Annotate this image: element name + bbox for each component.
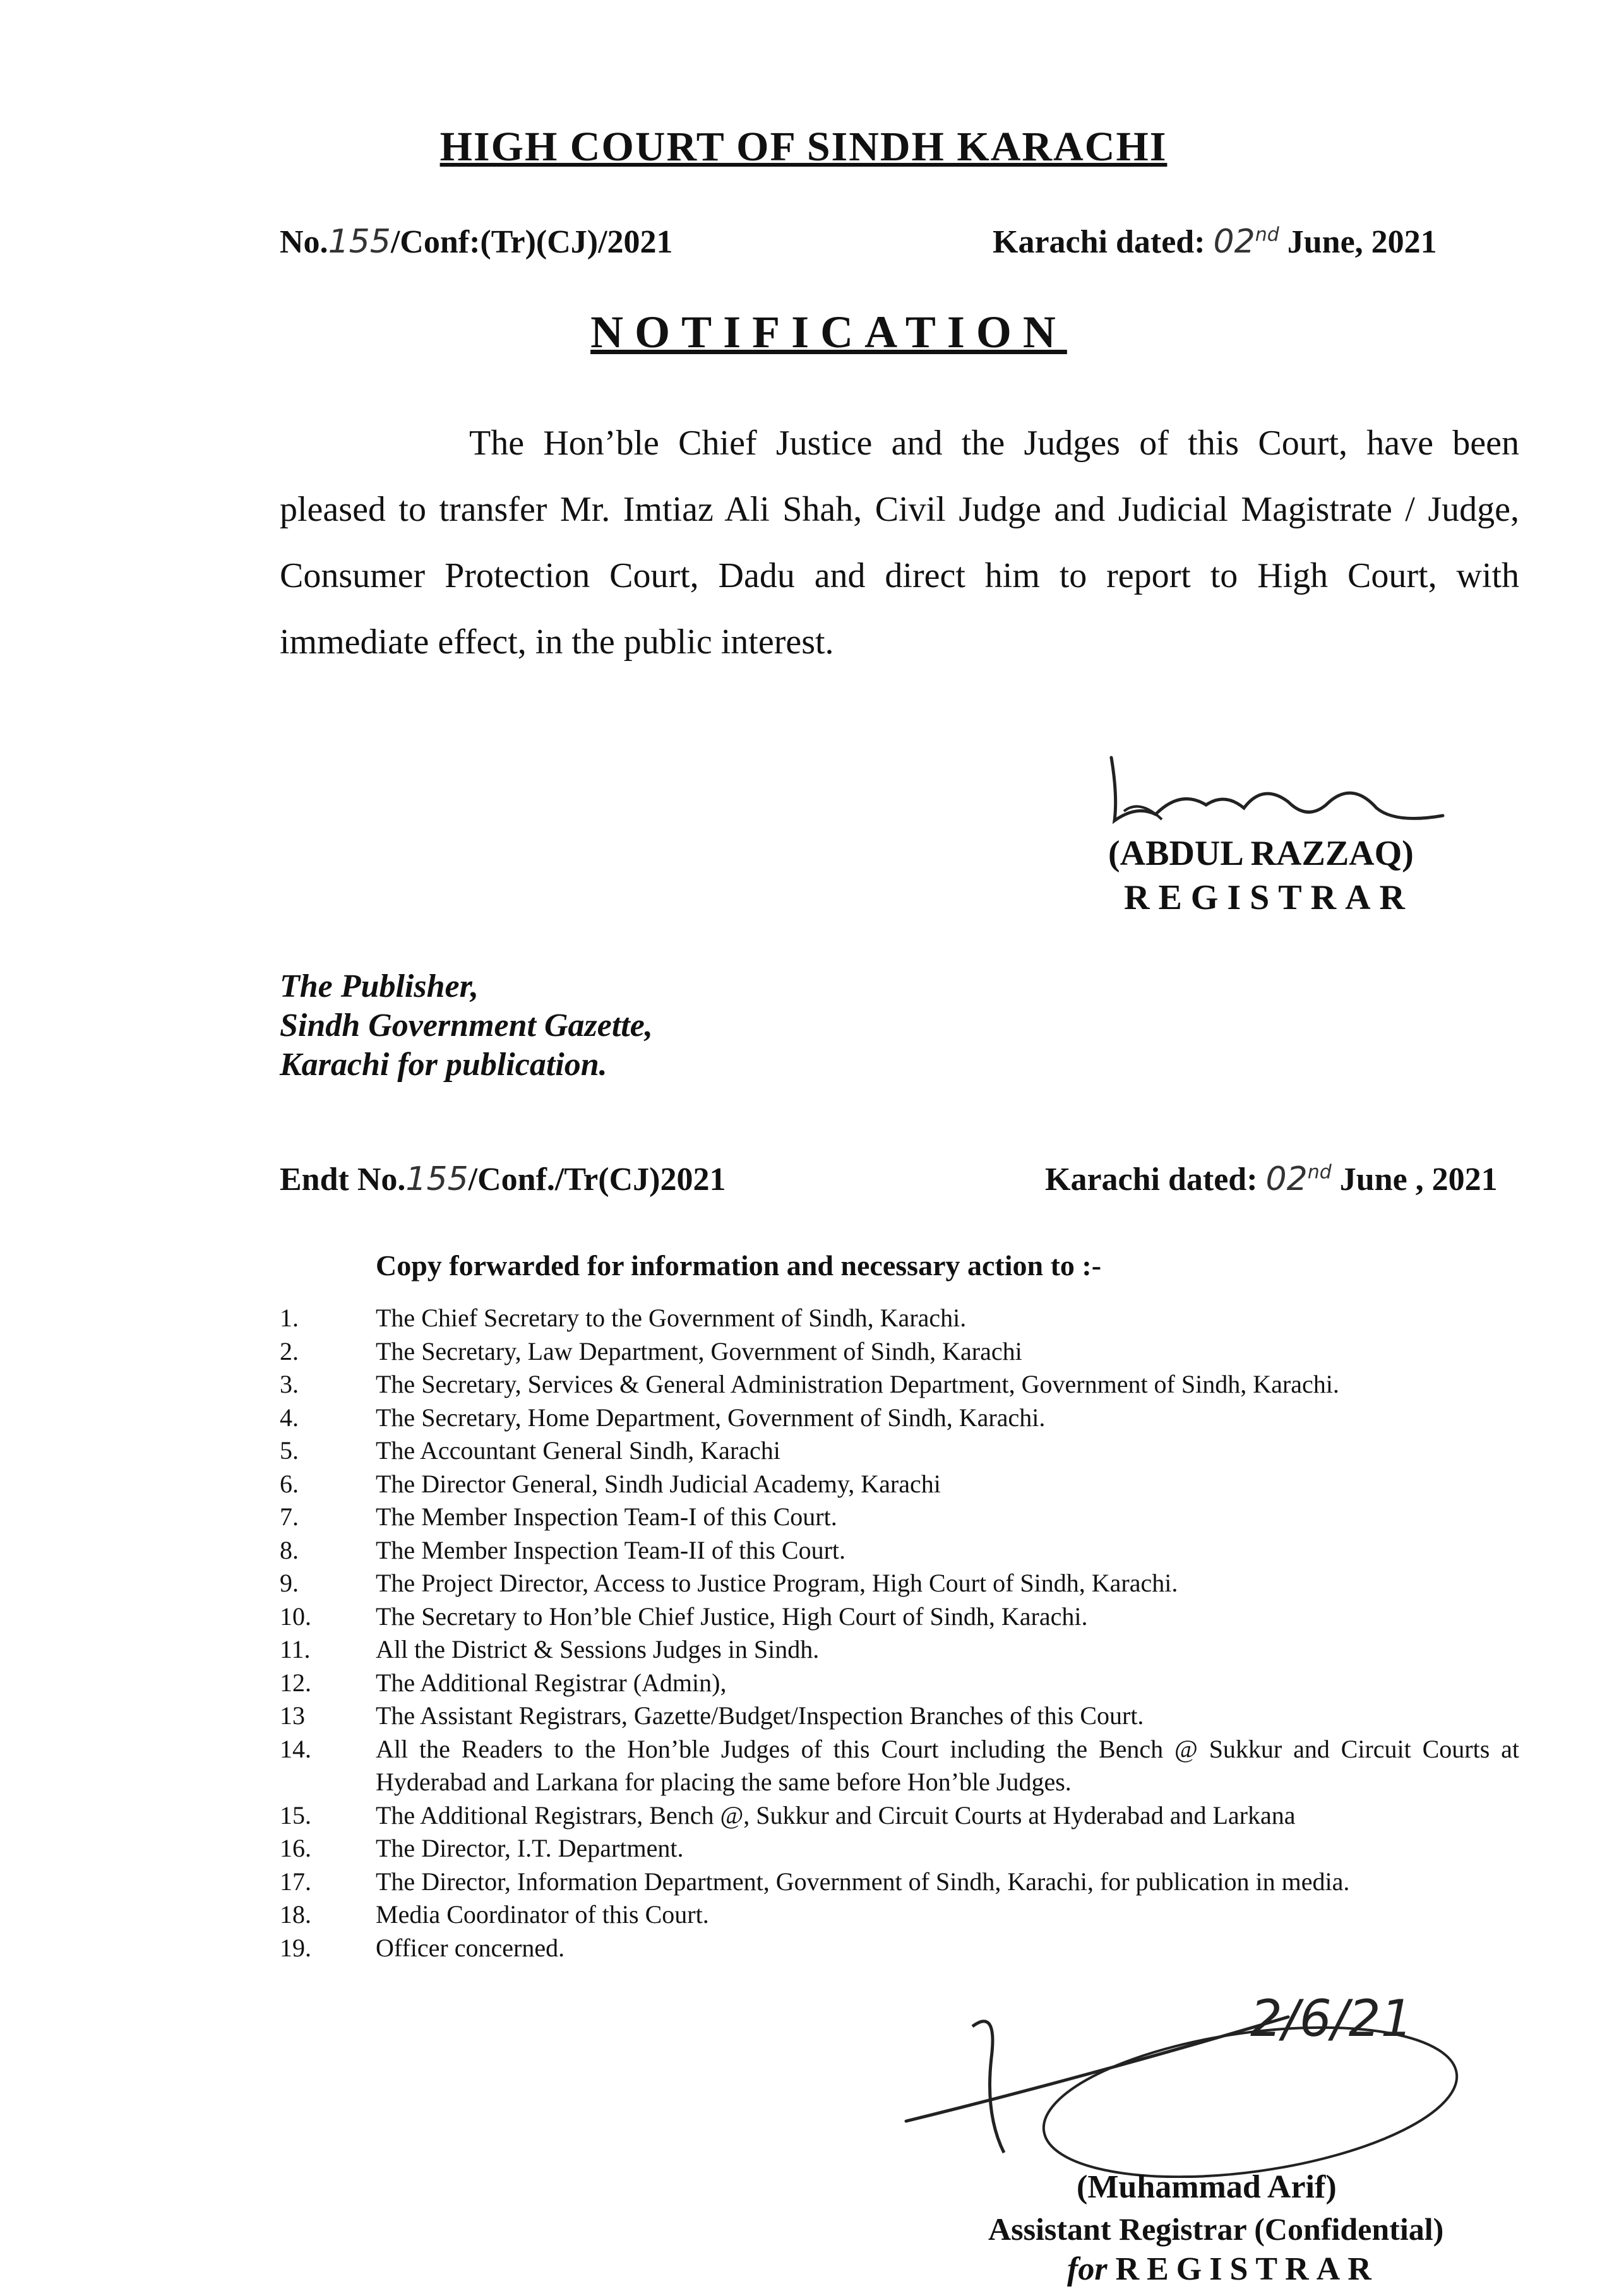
distribution-item-number: 18.: [280, 1900, 311, 1929]
distribution-item-number: 8.: [280, 1535, 299, 1564]
distribution-item-text: The Director General, Sindh Judicial Academy, Karachi: [376, 1469, 941, 1498]
notification-body: The Hon’ble Chief Justice and the Judges of this Court, have been pleased to transfer Mr. Imtiaz Ali Shah, Civil Judge and Judicial Magistrate / Judge, Consumer Protection Court, Dadu and direct him to report to High Court, with immediate effect, in the public interest.: [280, 424, 1519, 662]
distribution-item-number: 1.: [280, 1304, 299, 1332]
distribution-item: [280, 1799, 1519, 1833]
distribution-item: [280, 1667, 1519, 1700]
assistant-registrar-name: (Muhammad Arif): [1077, 2169, 1337, 2205]
endt-date-suffix: June , 2021: [1339, 1162, 1498, 1198]
notification-heading: NOTIFICATION: [590, 307, 1067, 357]
distribution-item-text: The Additional Registrars, Bench @, Sukkur and Circuit Courts at Hyderabad and Larkana: [376, 1800, 1296, 1829]
distribution-item-number: 12.: [280, 1668, 311, 1697]
distribution-item-text: All the District & Sessions Judges in Sindh.: [376, 1635, 820, 1663]
court-title: HIGH COURT OF SINDH KARACHI: [439, 124, 1168, 170]
distribution-item-text: All the Readers to the Hon’ble Judges of this Court including the Bench @ Sukkur and Circuit Courts at Hyderabad and Larkana for placing the same before Hon’ble Judges.: [376, 1734, 1519, 1796]
distribution-item-number: 9.: [280, 1569, 299, 1597]
distribution-item: [280, 1501, 1519, 1534]
distribution-item-number: 3.: [280, 1370, 299, 1398]
distribution-item: [280, 1302, 1519, 1335]
distribution-item: [280, 1733, 1519, 1799]
assistant-registrar-title: Assistant Registrar (Confidential): [988, 2211, 1444, 2247]
distribution-item-text: The Member Inspection Team-II of this Court.: [376, 1535, 846, 1564]
registrar-signature: [1099, 745, 1452, 840]
distribution-list: [280, 1302, 1519, 1965]
distribution-item-text: The Accountant General Sindh, Karachi: [376, 1436, 780, 1465]
ref-suffix: /Conf:(Tr)(CJ)/2021: [390, 224, 673, 260]
distribution-item-text: The Secretary, Home Department, Government of Sindh, Karachi.: [376, 1403, 1046, 1432]
date-suffix: June, 2021: [1287, 224, 1437, 260]
distribution-item-text: The Member Inspection Team-I of this Court.: [376, 1502, 837, 1531]
date-prefix: Karachi dated:: [993, 224, 1205, 260]
publisher-line: The Publisher,: [280, 968, 479, 1004]
distribution-item-number: 2.: [280, 1336, 299, 1365]
endt-suffix: /Conf./Tr(CJ)2021: [468, 1162, 726, 1198]
date-day-handwritten: 02nd: [1213, 223, 1279, 261]
distribution-item-text: The Chief Secretary to the Government of Sindh, Karachi.: [376, 1304, 967, 1332]
notification-date: [993, 223, 1437, 261]
distribution-item-text: The Additional Registrar (Admin),: [376, 1668, 727, 1697]
distribution-item: [280, 1865, 1519, 1899]
distribution-item-number: 11.: [280, 1635, 311, 1663]
distribution-item: [280, 1368, 1519, 1401]
ref-number-handwritten: 155: [328, 223, 391, 261]
distribution-item-text: The Director, I.T. Department.: [376, 1834, 684, 1862]
distribution-item: [280, 1335, 1519, 1369]
handwritten-date: 2/6/21: [1250, 1989, 1413, 2048]
distribution-item: [280, 1468, 1519, 1501]
distribution-item-text: The Project Director, Access to Justice Program, High Court of Sindh, Karachi.: [376, 1569, 1178, 1597]
registrar-name: (ABDUL RAZZAQ): [1108, 834, 1414, 873]
endt-date-day-handwritten: 02nd: [1265, 1160, 1332, 1198]
distribution-item: [280, 1832, 1519, 1865]
for-registrar: [1067, 2251, 1379, 2288]
distribution-item-number: 4.: [280, 1403, 299, 1432]
distribution-item: [280, 1898, 1519, 1932]
assistant-registrar-signature: [897, 1989, 1503, 2178]
publisher-line: Sindh Government Gazette,: [280, 1008, 653, 1044]
distribution-item: [280, 1567, 1519, 1600]
distribution-item-number: 5.: [280, 1436, 299, 1465]
distribution-item-number: 13: [280, 1701, 305, 1730]
for-role: REGISTRAR: [1115, 2251, 1379, 2287]
distribution-item: [280, 1699, 1519, 1733]
distribution-item-text: The Secretary to Hon’ble Chief Justice, High Court of Sindh, Karachi.: [376, 1602, 1088, 1631]
distribution-item-number: 10.: [280, 1602, 311, 1631]
distribution-item-number: 6.: [280, 1469, 299, 1498]
distribution-item-number: 17.: [280, 1867, 311, 1896]
publisher-address: [280, 967, 653, 1085]
distribution-item-number: 19.: [280, 1933, 311, 1962]
distribution-item: [280, 1932, 1519, 1965]
distribution-item-text: Media Coordinator of this Court.: [376, 1900, 709, 1929]
distribution-item: [280, 1633, 1519, 1667]
distribution-item-text: The Secretary, Law Department, Government of Sindh, Karachi: [376, 1336, 1022, 1365]
distribution-item-number: 15.: [280, 1800, 311, 1829]
endorsement-number: [280, 1160, 726, 1198]
copy-forwarded-heading: Copy forwarded for information and necessary action to :-: [376, 1249, 1102, 1282]
endt-prefix: Endt No.: [280, 1162, 406, 1198]
distribution-item-text: The Director, Information Department, Government of Sindh, Karachi, for publication in media.: [376, 1867, 1350, 1896]
endorsement-date: [1045, 1160, 1498, 1198]
distribution-item-text: Officer concerned.: [376, 1933, 565, 1962]
distribution-item: [280, 1600, 1519, 1634]
reference-number: [280, 223, 673, 261]
distribution-item: [280, 1434, 1519, 1468]
ref-prefix: No.: [280, 224, 328, 260]
distribution-item: [280, 1534, 1519, 1567]
for-word: for: [1067, 2251, 1108, 2287]
distribution-item-number: 16.: [280, 1834, 311, 1862]
distribution-item-text: The Secretary, Services & General Administration Department, Government of Sindh, Karachi.: [376, 1370, 1339, 1398]
publisher-line: Karachi for publication.: [280, 1047, 607, 1083]
registrar-title: REGISTRAR: [1124, 878, 1414, 917]
distribution-item-number: 14.: [280, 1734, 311, 1763]
endt-number-handwritten: 155: [405, 1160, 469, 1198]
distribution-item: [280, 1401, 1519, 1435]
distribution-item-number: 7.: [280, 1502, 299, 1531]
distribution-item-text: The Assistant Registrars, Gazette/Budget/Inspection Branches of this Court.: [376, 1701, 1144, 1730]
endt-date-prefix: Karachi dated:: [1045, 1162, 1258, 1198]
